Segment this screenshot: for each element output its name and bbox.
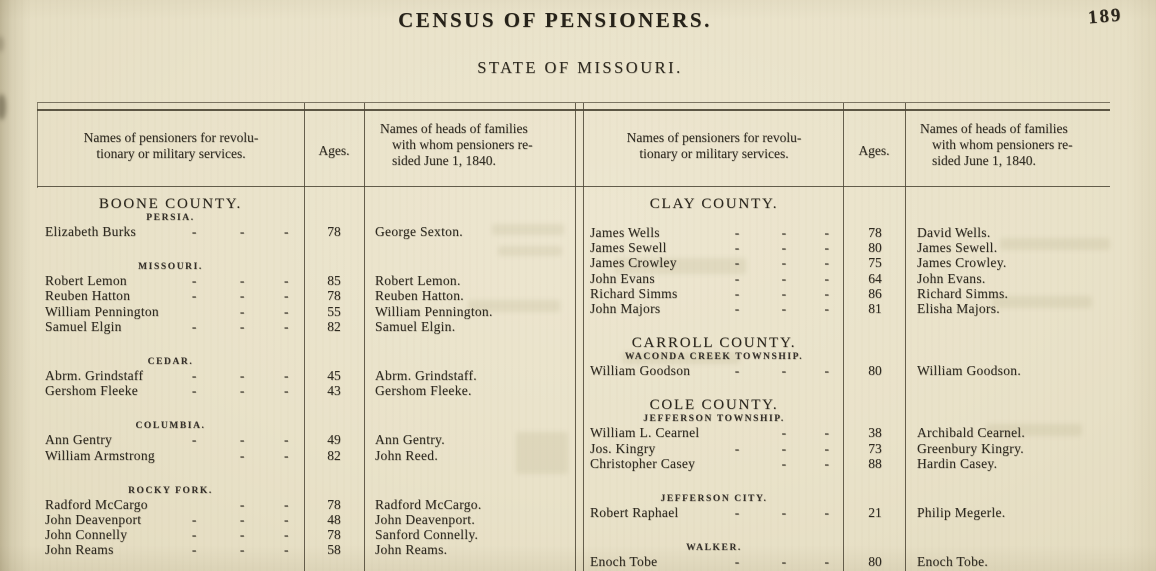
pensioner-row <box>37 497 575 512</box>
age-value: 78 <box>868 225 882 240</box>
pensioner-name-cell <box>37 288 304 303</box>
pensioner-row <box>584 505 1110 520</box>
leader-dash: - <box>283 367 289 383</box>
pensioner-row <box>37 448 575 463</box>
pensioner-name: John Connelly <box>45 527 128 543</box>
pensioner-row <box>37 432 575 447</box>
pensioner-name-cell <box>584 301 844 316</box>
head-of-family-name: Radford McCargo. <box>375 496 482 512</box>
pensioner-name-cell <box>37 383 304 398</box>
table-header-bottom-rule <box>37 186 1110 187</box>
leader-dash: - <box>239 447 245 463</box>
pensioner-name: Gershom Fleeke <box>45 383 139 399</box>
pensioner-name: Christopher Casey <box>590 455 696 471</box>
leader-dash: - <box>239 527 245 543</box>
leader-dash: - <box>239 318 245 334</box>
age-value: 78 <box>327 527 341 543</box>
pensioner-row <box>37 383 575 398</box>
pensioner-name: Samuel Elgin <box>45 318 122 334</box>
age-value: 38 <box>868 425 882 441</box>
leader-dash: - <box>824 240 830 256</box>
age-value: 86 <box>868 285 882 301</box>
table-left-half <box>37 196 575 557</box>
pensioner-name-cell <box>584 363 844 378</box>
leader-dash: - <box>824 425 830 441</box>
pensioner-name-cell <box>37 527 304 542</box>
leader-dash: - <box>734 285 740 301</box>
leader-dash: - <box>824 285 830 301</box>
table-top-rule-inner <box>37 109 1110 111</box>
pensioner-name-cell <box>37 448 304 463</box>
age-value: 75 <box>868 255 882 271</box>
pensioner-name: Richard Simms <box>590 285 678 301</box>
head-of-family-name: John Reams. <box>375 542 448 558</box>
district-label: CEDAR. <box>147 356 194 367</box>
pensioner-row <box>37 288 575 303</box>
pensioner-name-cell <box>37 273 304 288</box>
head-of-family-name: Richard Simms. <box>917 285 1009 301</box>
pensioner-row <box>584 363 1110 378</box>
leader-dash: - <box>239 367 245 383</box>
head-of-family-name: Elisha Majors. <box>917 300 1000 316</box>
age-value: 21 <box>868 504 882 520</box>
leader-dash: - <box>781 300 787 316</box>
pensioner-row <box>37 542 575 557</box>
district-label: COLUMBIA. <box>135 421 206 432</box>
leader-dash: - <box>734 363 740 379</box>
leader-dash: - <box>824 270 830 286</box>
pensioner-name: William Pennington <box>45 303 159 319</box>
leader-dash: - <box>781 240 787 256</box>
page-title: CENSUS OF PENSIONERS. <box>398 8 712 32</box>
leader-dash: - <box>734 255 740 271</box>
page-subtitle: STATE OF MISSOURI. <box>477 58 683 77</box>
pensioner-name-cell <box>584 456 844 471</box>
pensioner-row <box>37 319 575 334</box>
pensioner-name: Robert Lemon <box>45 273 127 289</box>
leader-dash: - <box>824 440 830 456</box>
leader-dash: - <box>283 447 289 463</box>
header-pensioners-right: Names of pensioners for revolu- tionary or military services. <box>626 130 802 161</box>
county-heading: CLAY COUNTY. <box>649 196 779 212</box>
pensioner-row <box>37 527 575 542</box>
head-of-family-name: Gershom Fleeke. <box>375 383 472 399</box>
head-of-family-name: Archibald Cearnel. <box>917 425 1026 441</box>
district-label: JEFFERSON TOWNSHIP. <box>643 414 785 425</box>
head-of-family-name: George Sexton. <box>375 224 463 239</box>
leader-dash: - <box>283 224 289 239</box>
leader-dash: - <box>191 288 197 304</box>
leader-dash: - <box>191 224 197 239</box>
page-number: 189 <box>1086 4 1123 29</box>
leader-dash: - <box>191 527 197 543</box>
head-of-family-name: James Crowley. <box>917 255 1007 271</box>
age-value: 82 <box>327 447 341 463</box>
head-of-family-name: James Sewell. <box>917 240 998 256</box>
leader-dash: - <box>239 432 245 448</box>
pensioner-name-cell <box>584 286 844 301</box>
county-section <box>584 397 1110 569</box>
leader-dash: - <box>239 496 245 512</box>
leader-dash: - <box>283 527 289 543</box>
leader-dash: - <box>824 504 830 520</box>
pensioner-row <box>37 224 575 239</box>
age-value: 73 <box>868 440 882 456</box>
leader-dash: - <box>191 511 197 527</box>
head-of-family-name: William Goodson. <box>917 363 1021 379</box>
scan-edge-mark <box>0 94 6 120</box>
pensioner-name-cell <box>37 512 304 527</box>
age-value: 48 <box>327 511 341 527</box>
leader-dash: - <box>734 300 740 316</box>
pensioner-name-cell <box>584 225 844 240</box>
leader-dash: - <box>283 511 289 527</box>
pensioner-name: Elizabeth Burks <box>45 224 137 239</box>
leader-dash: - <box>239 273 245 289</box>
district-label: WALKER. <box>686 543 742 554</box>
leader-dash: - <box>239 542 245 558</box>
head-of-family-name: John Evans. <box>917 270 986 286</box>
pensioner-name-cell <box>584 255 844 270</box>
leader-dash: - <box>781 225 787 240</box>
leader-dash: - <box>283 542 289 558</box>
head-of-family-name: Robert Lemon. <box>375 273 461 289</box>
leader-dash: - <box>283 288 289 304</box>
leader-dash: - <box>824 363 830 379</box>
age-value: 49 <box>327 432 341 448</box>
leader-dash: - <box>191 542 197 558</box>
leader-dash: - <box>781 504 787 520</box>
age-value: 82 <box>327 318 341 334</box>
age-value: 58 <box>327 542 341 558</box>
header-ages-left: Ages. <box>318 143 350 158</box>
pensioner-name: Robert Raphael <box>590 504 679 520</box>
pensioner-name-cell <box>584 441 844 456</box>
county-heading: BOONE COUNTY. <box>98 196 243 212</box>
leader-dash: - <box>239 511 245 527</box>
leader-dash: - <box>239 303 245 319</box>
head-of-family-name: John Deavenport. <box>375 511 476 527</box>
pensioner-name: John Deavenport <box>45 511 142 527</box>
head-of-family-name: Ann Gentry. <box>375 432 445 448</box>
pensioner-row <box>584 271 1110 286</box>
pensioner-name: William Goodson <box>590 363 691 379</box>
center-divider-rule-1 <box>575 103 576 571</box>
district-label: PERSIA. <box>146 213 195 223</box>
age-value: 85 <box>327 273 341 289</box>
pensioner-name-cell <box>37 319 304 334</box>
leader-dash: - <box>781 455 787 471</box>
age-value: 43 <box>327 383 341 399</box>
district-label: ROCKY FORK. <box>128 485 213 496</box>
district-label: WACONDA CREEK TOWNSHIP. <box>624 352 804 363</box>
leader-dash: - <box>283 273 289 289</box>
pensioner-name-cell <box>584 240 844 255</box>
pensioner-name-cell <box>37 368 304 383</box>
leader-dash: - <box>734 240 740 256</box>
leader-dash: - <box>239 383 245 399</box>
table-right-half <box>584 196 1110 569</box>
leader-dash: - <box>191 367 197 383</box>
leader-dash: - <box>781 554 787 570</box>
head-of-family-name: Sanford Connelly. <box>375 527 479 543</box>
leader-dash: - <box>781 440 787 456</box>
header-heads-right: Names of heads of families with whom pensioners re- sided June 1, 1840. <box>920 121 1073 168</box>
district-label: MISSOURI. <box>138 262 203 273</box>
head-of-family-name: Greenbury Kingry. <box>917 440 1024 456</box>
leader-dash: - <box>824 300 830 316</box>
leader-dash: - <box>734 225 740 240</box>
leader-dash: - <box>824 455 830 471</box>
header-ages-right: Ages. <box>858 143 890 158</box>
leader-dash: - <box>283 496 289 512</box>
pensioner-row <box>37 368 575 383</box>
pensioner-name: William Armstrong <box>45 447 155 463</box>
pensioner-name-cell <box>37 432 304 447</box>
pensioner-name: James Wells <box>590 225 660 240</box>
leader-dash: - <box>734 554 740 570</box>
pensioner-name: Abrm. Grindstaff <box>45 367 144 383</box>
leader-dash: - <box>191 432 197 448</box>
head-of-family-name: John Reed. <box>375 447 438 463</box>
leader-dash: - <box>239 288 245 304</box>
age-value: 45 <box>327 367 341 383</box>
leader-dash: - <box>781 270 787 286</box>
leader-dash: - <box>283 432 289 448</box>
age-value: 80 <box>868 554 882 570</box>
county-section <box>584 196 1110 316</box>
age-value: 78 <box>327 496 341 512</box>
pensioner-name: John Evans <box>590 270 655 286</box>
age-value: 80 <box>868 363 882 379</box>
pensioner-name: Reuben Hatton <box>45 288 131 304</box>
leader-dash: - <box>734 504 740 520</box>
pensioner-row <box>584 286 1110 301</box>
age-value: 55 <box>327 303 341 319</box>
pensioner-name: James Sewell <box>590 240 667 256</box>
pensioner-name-cell <box>37 224 304 239</box>
pensioner-row <box>584 240 1110 255</box>
pensioner-name: Jos. Kingry <box>590 440 656 456</box>
county-heading: CARROLL COUNTY. <box>631 335 797 352</box>
table-top-rule-outer <box>37 102 1110 103</box>
table-left-rule <box>37 103 38 188</box>
leader-dash: - <box>824 554 830 570</box>
pensioner-row <box>584 554 1110 569</box>
leader-dash: - <box>191 383 197 399</box>
leader-dash: - <box>781 285 787 301</box>
pensioner-name-cell <box>584 505 844 520</box>
head-of-family-name: Hardin Casey. <box>917 455 998 471</box>
leader-dash: - <box>734 440 740 456</box>
pensioner-name-cell <box>37 542 304 557</box>
pensioner-row <box>37 304 575 319</box>
header-pensioners-left: Names of pensioners for revolu- tionary or military services. <box>83 130 259 161</box>
pensioner-name-cell <box>584 425 844 440</box>
age-value: 80 <box>868 240 882 256</box>
pensioner-name: Radford McCargo <box>45 496 148 512</box>
county-section <box>584 335 1110 378</box>
head-of-family-name: Abrm. Grindstaff. <box>375 367 477 383</box>
leader-dash: - <box>781 425 787 441</box>
leader-dash: - <box>824 225 830 240</box>
leader-dash: - <box>283 318 289 334</box>
head-of-family-name: Samuel Elgin. <box>375 318 456 334</box>
pensioner-name-cell <box>584 554 844 569</box>
pensioner-row <box>584 441 1110 456</box>
pensioner-row <box>584 301 1110 316</box>
age-value: 81 <box>868 300 882 316</box>
pensioner-name-cell <box>37 497 304 512</box>
pensioner-row <box>584 425 1110 440</box>
age-value: 78 <box>327 224 341 239</box>
header-heads-left: Names of heads of families with whom pensioners re- sided June 1, 1840. <box>380 121 533 168</box>
leader-dash: - <box>239 224 245 239</box>
head-of-family-name: Enoch Tobe. <box>917 554 989 570</box>
pensioner-row <box>37 512 575 527</box>
pensioner-name-cell <box>37 304 304 319</box>
head-of-family-name: Philip Megerle. <box>917 504 1006 520</box>
leader-dash: - <box>824 255 830 271</box>
leader-dash: - <box>734 270 740 286</box>
leader-dash: - <box>283 383 289 399</box>
head-of-family-name: William Pennington. <box>375 303 493 319</box>
head-of-family-name: David Wells. <box>917 225 991 240</box>
scan-edge-mark <box>0 36 4 52</box>
age-value: 78 <box>327 288 341 304</box>
county-section <box>37 196 575 557</box>
pensioner-name: John Majors <box>590 300 661 316</box>
pensioner-name-cell <box>584 271 844 286</box>
pensioner-row <box>37 273 575 288</box>
pensioner-name: William L. Cearnel <box>590 425 700 441</box>
leader-dash: - <box>781 255 787 271</box>
district-label: JEFFERSON CITY. <box>660 493 768 504</box>
pensioner-row <box>584 255 1110 270</box>
pensioner-name: Enoch Tobe <box>590 554 658 570</box>
pensioner-name: Ann Gentry <box>45 432 113 448</box>
age-value: 64 <box>868 270 882 286</box>
pensioner-row <box>584 225 1110 240</box>
pensioner-name: James Crowley <box>590 255 677 271</box>
age-value: 88 <box>868 455 882 471</box>
leader-dash: - <box>191 318 197 334</box>
leader-dash: - <box>191 273 197 289</box>
blank-line <box>584 212 1110 225</box>
pensioner-row <box>584 456 1110 471</box>
leader-dash: - <box>283 303 289 319</box>
county-heading: COLE COUNTY. <box>649 397 779 414</box>
pensioner-name: John Reams <box>45 542 114 558</box>
leader-dash: - <box>781 363 787 379</box>
head-of-family-name: Reuben Hatton. <box>375 288 464 304</box>
